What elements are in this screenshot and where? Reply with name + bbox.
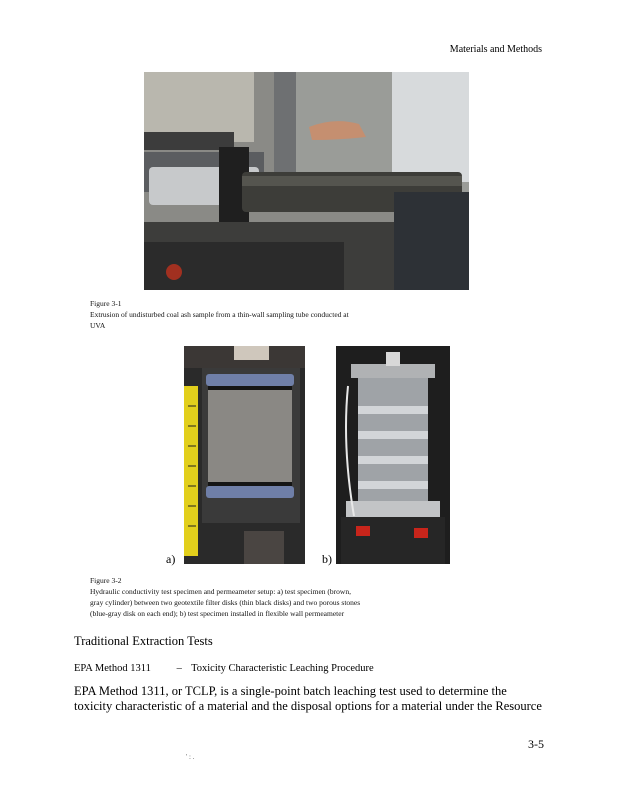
figure-3-1-label: Figure 3-1 xyxy=(90,299,122,308)
page-number: 3-5 xyxy=(528,737,544,751)
body-paragraph: EPA Method 1311, or TCLP, is a single-point batch leaching test used to determine the toxicity characteristic of a material and the disposal options for a material under the Resource xyxy=(74,684,542,713)
figure-3-2-sublabel-a: a) xyxy=(166,552,176,566)
subsection-dash: – xyxy=(176,663,182,674)
running-head: Materials and Methods xyxy=(449,44,542,55)
figure-3-2b-photo xyxy=(336,346,450,564)
figure-3-1-caption: Extrusion of undisturbed coal ash sample from a thin-wall sampling tube conducted at UVA xyxy=(90,310,349,330)
footer-marks: ' : . xyxy=(186,753,195,761)
figure-3-1-photo xyxy=(144,72,469,290)
subsection-title: Toxicity Characteristic Leaching Procedure xyxy=(191,663,374,674)
section-heading: Traditional Extraction Tests xyxy=(74,634,213,648)
figure-3-2-caption: Hydraulic conductivity test specimen and permeameter setup: a) test specimen (brown, gray cylinder) between two geotextile filter disks (thin black disks) and two porous stones (blue-gray disk on each end); b) test specimen installed in flexible wall permeameter xyxy=(90,587,361,618)
figure-3-2-label: Figure 3-2 xyxy=(90,576,122,585)
subsection-method: EPA Method 1311 xyxy=(74,663,151,674)
figure-3-2a-photo xyxy=(184,346,305,564)
figure-3-2-sublabel-b: b) xyxy=(322,552,332,566)
